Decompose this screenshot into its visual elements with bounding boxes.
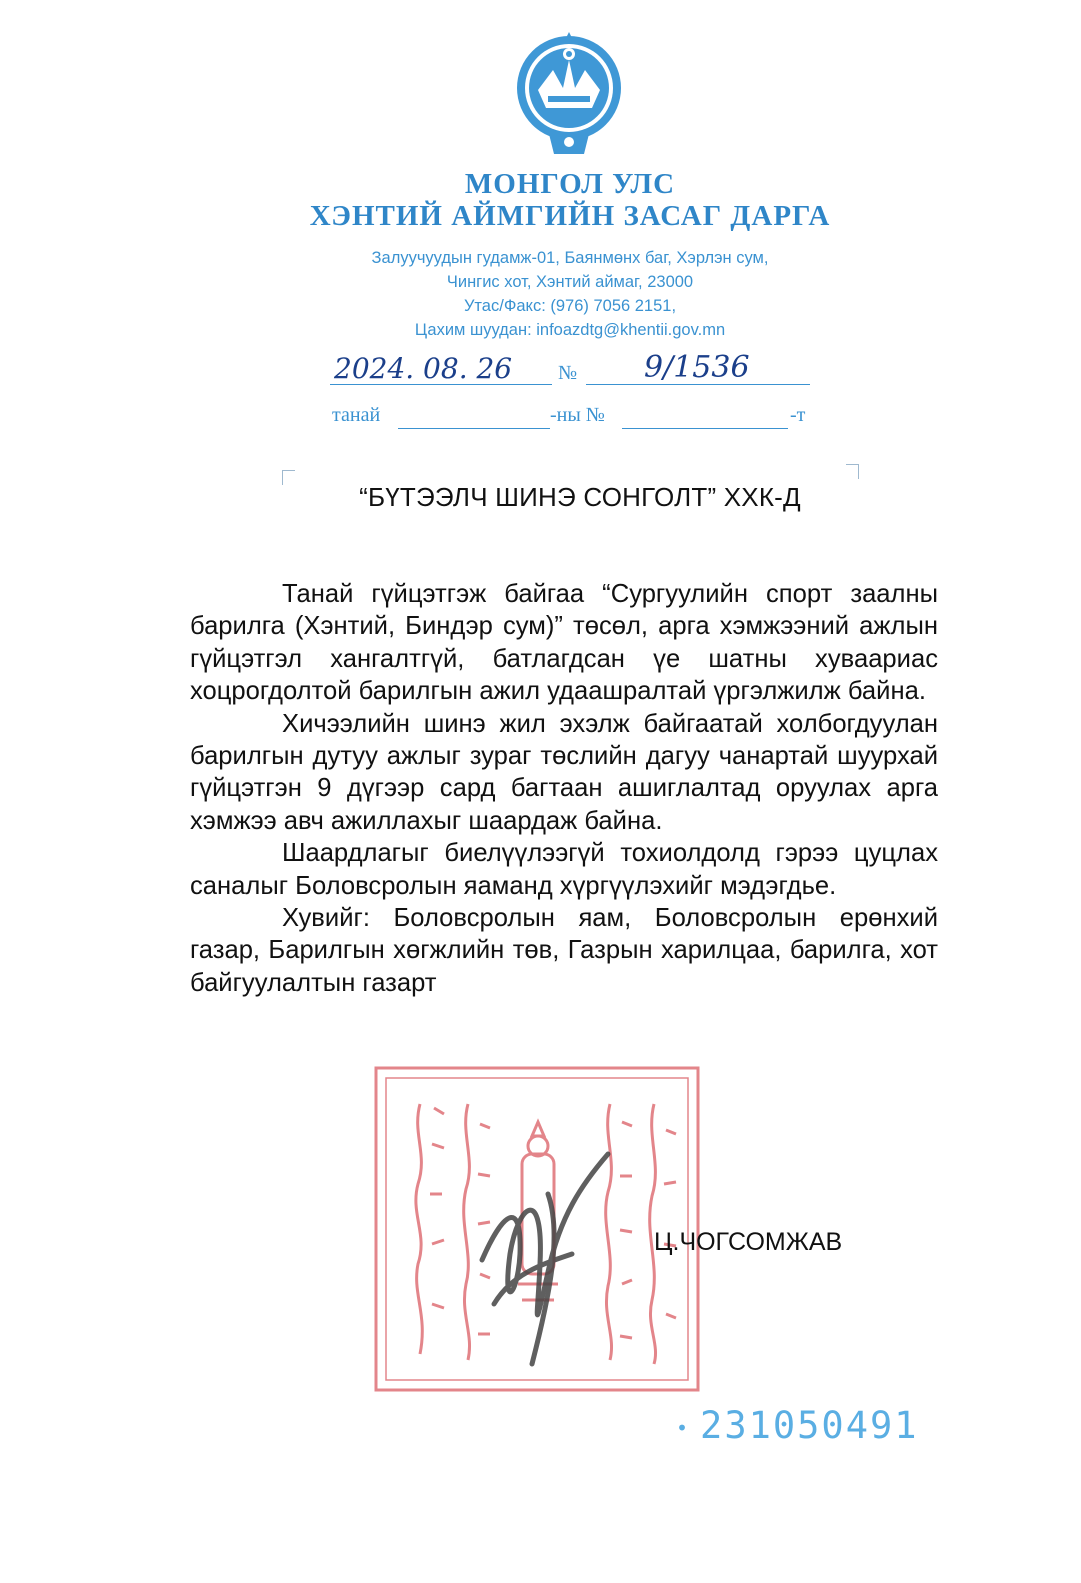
registration-date: 2024. 08. 26: [334, 352, 513, 385]
reference-middle: -ны №: [550, 404, 605, 426]
official-seal-stamp: [372, 1064, 702, 1394]
registration-number: 9/1536: [644, 350, 750, 385]
serial-number: [676, 1404, 919, 1447]
body-paragraph-1: Танай гүйцэтгэж байгаа “Сургуулийн спорт заалны барилга (Хэнтий, Биндэр сум)” төсөл, арга хэмжээний ажлын гүйцэтгэл хангалтгүй, батлагдсан үе шатны хуваариас хоцрогдолтой барилгын ажил удаашралтай үргэлжилж байна.: [190, 580, 938, 706]
office-name: ХЭНТИЙ АЙМГИЙН ЗАСАГ ДАРГА: [309, 200, 831, 232]
address-line-1: Залуучуудын гудамж-01, Баянмөнх баг, Хэрлэн сум,: [371, 249, 769, 267]
reference-prefix: танай: [332, 404, 381, 426]
body-paragraph-4: Хувийг: Боловсролын яам, Боловсролын ерөнхий газар, Барилгын хөгжлийн төв, Газрын харилцаа, барилга, хот байгуулалтын газарт: [190, 904, 938, 997]
reference-suffix: -т: [790, 404, 806, 426]
reference-number-underline: [622, 428, 788, 429]
registration-number-label: №: [558, 362, 578, 384]
letter-body: [190, 578, 938, 999]
corner-mark-right: [846, 464, 859, 479]
body-paragraph-3: Шаардлагыг биелүүлээгүй тохиолдолд гэрээ цуцлах саналыг Боловсролын яаманд хүргүүлэхийг мэдэгдье.: [190, 839, 938, 900]
state-emblem-icon: [508, 30, 630, 158]
serial-number-value: 231050491: [700, 1404, 919, 1447]
bullet-dot-icon: •: [676, 1415, 691, 1440]
signer-name: Ц.ЧОГСОМЖАВ: [654, 1228, 843, 1256]
country-name: МОНГОЛ УЛС: [464, 168, 676, 200]
email-line: Цахим шуудан: infoazdtg@khentii.gov.mn: [414, 321, 726, 339]
address-line-2: Чингис хот, Хэнтий аймаг, 23000: [446, 273, 694, 291]
body-paragraph-2: Хичээлийн шинэ жил эхэлж байгаатай холбогдуулан барилгын дутуу ажлыг зураг төслийн дагуу чанартай шуурхай гүйцэтгэн 9 дүгээр сард багтаан ашиглалтад оруулах арга хэмжээ авч ажиллахыг шаардаж байна.: [190, 709, 938, 835]
reference-date-underline: [398, 428, 550, 429]
phone-line: Утас/Факс: (976) 7056 2151,: [463, 297, 677, 315]
addressee: “БҮТЭЭЛЧ ШИНЭ СОНГОЛТ” ХХК-Д: [359, 482, 801, 512]
